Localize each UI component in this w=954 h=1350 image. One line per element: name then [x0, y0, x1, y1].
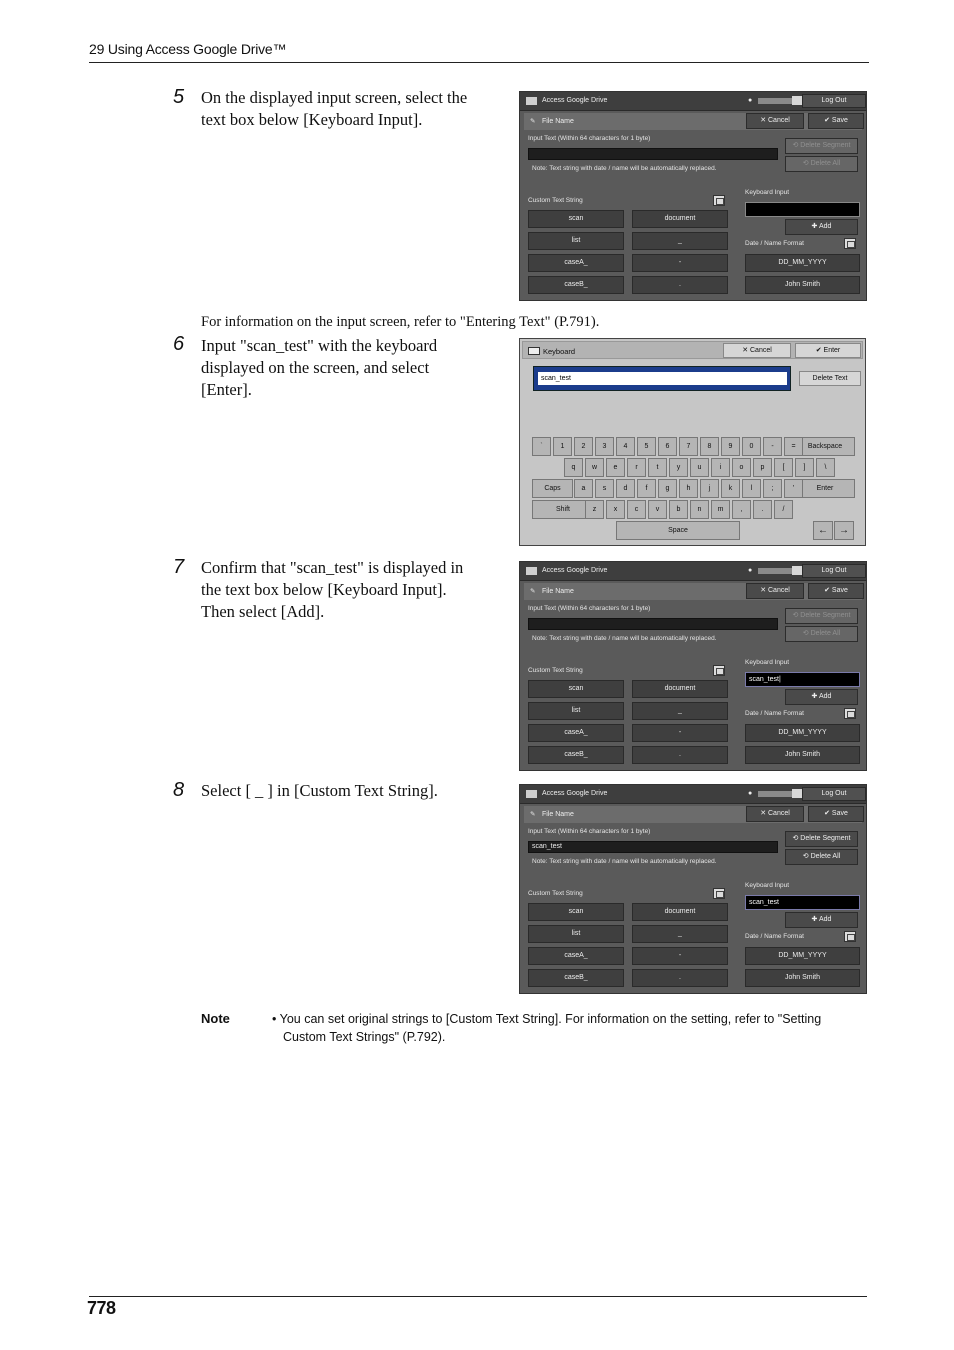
add-label: Add: [818, 693, 832, 700]
screen-note: Note: Text string with date / name will be automatically replaced.: [532, 165, 717, 172]
user-name-redacted: [758, 568, 796, 574]
cell-name[interactable]: John Smith: [745, 276, 860, 294]
keyboard-icon: [528, 347, 540, 355]
screen-note: Note: Text string with date / name will be automatically replaced.: [532, 635, 717, 642]
date-name-format-label: Date / Name Format: [745, 710, 804, 717]
backspace-key[interactable]: Backspace: [795, 437, 855, 456]
key[interactable]: a: [574, 479, 593, 498]
key[interactable]: q: [564, 458, 583, 477]
cell-period[interactable]: .: [632, 969, 728, 987]
step-5-text: [201, 87, 467, 131]
key[interactable]: 9: [721, 437, 740, 456]
key[interactable]: 1: [553, 437, 572, 456]
delete-segment-label: Delete Segment: [800, 142, 851, 149]
date-name-format-label: Date / Name Format: [745, 240, 804, 247]
step-6-line: [Enter].: [201, 380, 252, 399]
keyboard-input-field[interactable]: [745, 202, 860, 217]
cell-scan[interactable]: scan: [528, 680, 624, 698]
cell-date-format[interactable]: DD_MM_YYYY: [745, 947, 860, 965]
key[interactable]: [: [774, 458, 793, 477]
add-label: Add: [818, 916, 832, 923]
cell-caseB[interactable]: caseB_: [528, 746, 624, 764]
user-icon: ●: [748, 790, 753, 797]
expand-icon[interactable]: [844, 708, 856, 719]
shift-key[interactable]: Shift: [532, 500, 594, 519]
delete-all-button[interactable]: ⟲ Delete All: [785, 849, 858, 865]
app-title: Access Google Drive: [542, 790, 608, 797]
input-text-label: Input Text (Within 64 characters for 1 byte): [528, 828, 651, 835]
screen-step-7: [519, 561, 867, 771]
user-icon: ●: [748, 567, 753, 574]
save-label: Save: [831, 117, 848, 124]
key[interactable]: x: [606, 500, 625, 519]
date-name-format-label: Date / Name Format: [745, 933, 804, 940]
keyboard-top-bar: [522, 341, 863, 359]
cancel-button[interactable]: ✕ Cancel: [746, 583, 804, 599]
file-name-bar: [524, 113, 862, 130]
save-label: Save: [831, 810, 848, 817]
left-arrow-key[interactable]: ←: [813, 521, 833, 540]
cancel-label: Cancel: [768, 810, 790, 817]
info-reference: For information on the input screen, refer to "Entering Text" (P.791).: [201, 314, 600, 330]
step-7-line: the text box below [Keyboard Input].: [201, 580, 447, 599]
expand-icon[interactable]: [844, 931, 856, 942]
step-5-line: On the displayed input screen, select the: [201, 88, 468, 107]
cell-document[interactable]: document: [632, 903, 728, 921]
file-name-bar: [524, 806, 862, 823]
caps-key[interactable]: Caps: [532, 479, 573, 498]
key[interactable]: c: [627, 500, 646, 519]
key[interactable]: 0: [742, 437, 761, 456]
add-label: Add: [818, 223, 832, 230]
screen-top-bar: [520, 562, 866, 581]
status-icon: [792, 789, 802, 798]
keyboard-screen: [519, 338, 866, 546]
step-6-text: [201, 335, 437, 401]
expand-icon[interactable]: [713, 195, 725, 206]
key[interactable]: o: [732, 458, 751, 477]
key[interactable]: j: [700, 479, 719, 498]
pencil-icon: ✎: [530, 811, 536, 818]
delete-segment-button[interactable]: ⟲ Delete Segment: [785, 608, 858, 624]
key[interactable]: w: [585, 458, 604, 477]
delete-all-label: Delete All: [810, 160, 841, 167]
step-6-number: 6: [173, 333, 185, 355]
screen-top-bar: [520, 785, 866, 804]
enter-key[interactable]: Enter: [795, 479, 855, 498]
save-label: Save: [831, 587, 848, 594]
keyboard-enter-top-button[interactable]: ✔ Enter: [795, 343, 861, 358]
key[interactable]: b: [669, 500, 688, 519]
folder-icon: [526, 790, 537, 798]
key[interactable]: 3: [595, 437, 614, 456]
cancel-label: Cancel: [768, 117, 790, 124]
logout-button[interactable]: Log Out: [802, 787, 866, 801]
keyboard-input-field[interactable]: scan_test|: [745, 672, 860, 687]
pencil-icon: ✎: [530, 588, 536, 595]
key[interactable]: h: [679, 479, 698, 498]
cell-underscore[interactable]: _: [632, 232, 728, 250]
add-button[interactable]: ✚ Add: [785, 219, 858, 235]
input-text-field[interactable]: [528, 148, 778, 160]
delete-text-button[interactable]: Delete Text: [799, 371, 861, 386]
cell-caseB[interactable]: caseB_: [528, 969, 624, 987]
keyboard-input-frame: [533, 366, 791, 391]
step-6-line: Input "scan_test" with the keyboard: [201, 336, 438, 355]
key[interactable]: m: [711, 500, 730, 519]
cancel-button[interactable]: ✕ Cancel: [746, 113, 804, 129]
key[interactable]: l: [742, 479, 761, 498]
note-text: • You can set original strings to [Custom Text String]. For information on the setting, refer to "Setting Custom Text Strings" (P.792).: [272, 1012, 822, 1044]
cell-caseB[interactable]: caseB_: [528, 276, 624, 294]
file-name-label: File Name: [542, 118, 574, 125]
file-name-bar: [524, 583, 862, 600]
cell-date-format[interactable]: DD_MM_YYYY: [745, 724, 860, 742]
key[interactable]: s: [595, 479, 614, 498]
keyboard-input-label: Keyboard Input: [745, 882, 790, 889]
delete-all-button[interactable]: ⟲ Delete All: [785, 626, 858, 642]
keyboard-input-field[interactable]: scan_test: [538, 372, 787, 385]
running-header: [89, 38, 869, 63]
keyboard-cancel-button[interactable]: ✕ Cancel: [723, 343, 791, 358]
key[interactable]: .: [753, 500, 772, 519]
cell-date-format[interactable]: DD_MM_YYYY: [745, 254, 860, 272]
step-7-line: Then select [Add].: [201, 602, 325, 621]
pencil-icon: ✎: [530, 118, 536, 125]
key[interactable]: ;: [763, 479, 782, 498]
key[interactable]: r: [627, 458, 646, 477]
key[interactable]: 4: [616, 437, 635, 456]
page-number: 778: [87, 1298, 116, 1318]
step-7-line: Confirm that "scan_test" is displayed in: [201, 558, 464, 577]
cell-name[interactable]: John Smith: [745, 746, 860, 764]
key[interactable]: f: [637, 479, 656, 498]
key[interactable]: g: [658, 479, 677, 498]
key[interactable]: 5: [637, 437, 656, 456]
key[interactable]: y: [669, 458, 688, 477]
screen-top-bar: [520, 92, 866, 111]
cell-caseA[interactable]: caseA_: [528, 947, 624, 965]
delete-segment-button[interactable]: ⟲ Delete Segment: [785, 831, 858, 847]
key[interactable]: 2: [574, 437, 593, 456]
add-button[interactable]: ✚ Add: [785, 912, 858, 928]
step-7-text: [201, 557, 463, 623]
cell-hyphen[interactable]: -: [632, 947, 728, 965]
user-name-redacted: [758, 791, 796, 797]
folder-icon: [526, 567, 537, 575]
keyboard-input-label: Keyboard Input: [745, 659, 790, 666]
key[interactable]: z: [585, 500, 604, 519]
input-text-label: Input Text (Within 64 characters for 1 byte): [528, 135, 651, 142]
key[interactable]: /: [774, 500, 793, 519]
right-arrow-key[interactable]: →: [834, 521, 854, 540]
cell-scan[interactable]: scan: [528, 210, 624, 228]
key[interactable]: \: [816, 458, 835, 477]
keyboard-input-label: Keyboard Input: [745, 189, 790, 196]
screen-step-5: [519, 91, 867, 301]
expand-icon[interactable]: [713, 665, 725, 676]
cell-list[interactable]: list: [528, 232, 624, 250]
input-text-field[interactable]: scan_test: [528, 841, 778, 853]
cell-period[interactable]: .: [632, 746, 728, 764]
cell-list[interactable]: list: [528, 925, 624, 943]
footer-rule: [89, 1296, 867, 1297]
delete-segment-button[interactable]: ⟲ Delete Segment: [785, 138, 858, 154]
key[interactable]: =: [784, 437, 803, 456]
app-title: Access Google Drive: [542, 567, 608, 574]
cell-document[interactable]: document: [632, 210, 728, 228]
expand-icon[interactable]: [713, 888, 725, 899]
delete-all-button[interactable]: ⟲ Delete All: [785, 156, 858, 172]
key[interactable]: u: [690, 458, 709, 477]
key[interactable]: t: [648, 458, 667, 477]
status-icon: [792, 566, 802, 575]
logout-button[interactable]: Log Out: [802, 94, 866, 108]
key[interactable]: 7: [679, 437, 698, 456]
key[interactable]: d: [616, 479, 635, 498]
save-button[interactable]: ✔ Save: [808, 806, 864, 822]
space-key[interactable]: Space: [616, 521, 740, 540]
step-7-number: 7: [173, 556, 185, 578]
key[interactable]: -: [763, 437, 782, 456]
enter-label: Enter: [823, 347, 841, 354]
app-title: Access Google Drive: [542, 97, 608, 104]
cell-caseA[interactable]: caseA_: [528, 724, 624, 742]
key[interactable]: p: [753, 458, 772, 477]
delete-all-label: Delete All: [810, 630, 841, 637]
add-button[interactable]: ✚ Add: [785, 689, 858, 705]
expand-icon[interactable]: [844, 238, 856, 249]
user-icon: ●: [748, 97, 753, 104]
chapter-title: 29 Using Access Google Drive™: [89, 41, 287, 57]
keyboard-title: Keyboard: [543, 347, 576, 356]
custom-text-string-label: Custom Text String: [528, 197, 583, 204]
cell-scan[interactable]: scan: [528, 903, 624, 921]
cancel-label: Cancel: [750, 347, 772, 354]
step-6-line: displayed on the screen, and select: [201, 358, 430, 377]
key[interactable]: ': [784, 479, 803, 498]
cancel-button[interactable]: ✕ Cancel: [746, 806, 804, 822]
logout-button[interactable]: Log Out: [802, 564, 866, 578]
save-button[interactable]: ✔ Save: [808, 113, 864, 129]
key[interactable]: k: [721, 479, 740, 498]
file-name-label: File Name: [542, 588, 574, 595]
status-icon: [792, 96, 802, 105]
cell-list[interactable]: list: [528, 702, 624, 720]
step-5-line: text box below [Keyboard Input].: [201, 110, 423, 129]
input-text-label: Input Text (Within 64 characters for 1 byte): [528, 605, 651, 612]
note-label: Note: [201, 1011, 230, 1026]
key[interactable]: n: [690, 500, 709, 519]
key[interactable]: ,: [732, 500, 751, 519]
key[interactable]: i: [711, 458, 730, 477]
cell-caseA[interactable]: caseA_: [528, 254, 624, 272]
user-name-redacted: [758, 98, 796, 104]
cell-hyphen[interactable]: -: [632, 724, 728, 742]
custom-text-string-label: Custom Text String: [528, 890, 583, 897]
cell-period[interactable]: .: [632, 276, 728, 294]
cell-underscore[interactable]: _: [632, 702, 728, 720]
cell-name[interactable]: John Smith: [745, 969, 860, 987]
delete-segment-label: Delete Segment: [800, 612, 851, 619]
key[interactable]: ]: [795, 458, 814, 477]
key[interactable]: e: [606, 458, 625, 477]
key[interactable]: 6: [658, 437, 677, 456]
save-button[interactable]: ✔ Save: [808, 583, 864, 599]
step-5-number: 5: [173, 86, 185, 108]
custom-text-string-label: Custom Text String: [528, 667, 583, 674]
screen-step-8: [519, 784, 867, 994]
key[interactable]: v: [648, 500, 667, 519]
input-text-field[interactable]: [528, 618, 778, 630]
key[interactable]: `: [532, 437, 551, 456]
keyboard-input-field[interactable]: scan_test: [745, 895, 860, 910]
step-8-number: 8: [173, 779, 185, 801]
step-8-text: [201, 780, 438, 802]
delete-segment-label: Delete Segment: [800, 835, 851, 842]
step-8-line: Select [ _ ] in [Custom Text String].: [201, 781, 438, 800]
cell-hyphen[interactable]: -: [632, 254, 728, 272]
delete-all-label: Delete All: [810, 853, 841, 860]
file-name-label: File Name: [542, 811, 574, 818]
cell-document[interactable]: document: [632, 680, 728, 698]
screen-note: Note: Text string with date / name will be automatically replaced.: [532, 858, 717, 865]
cancel-label: Cancel: [768, 587, 790, 594]
cell-underscore[interactable]: _: [632, 925, 728, 943]
folder-icon: [526, 97, 537, 105]
key[interactable]: 8: [700, 437, 719, 456]
